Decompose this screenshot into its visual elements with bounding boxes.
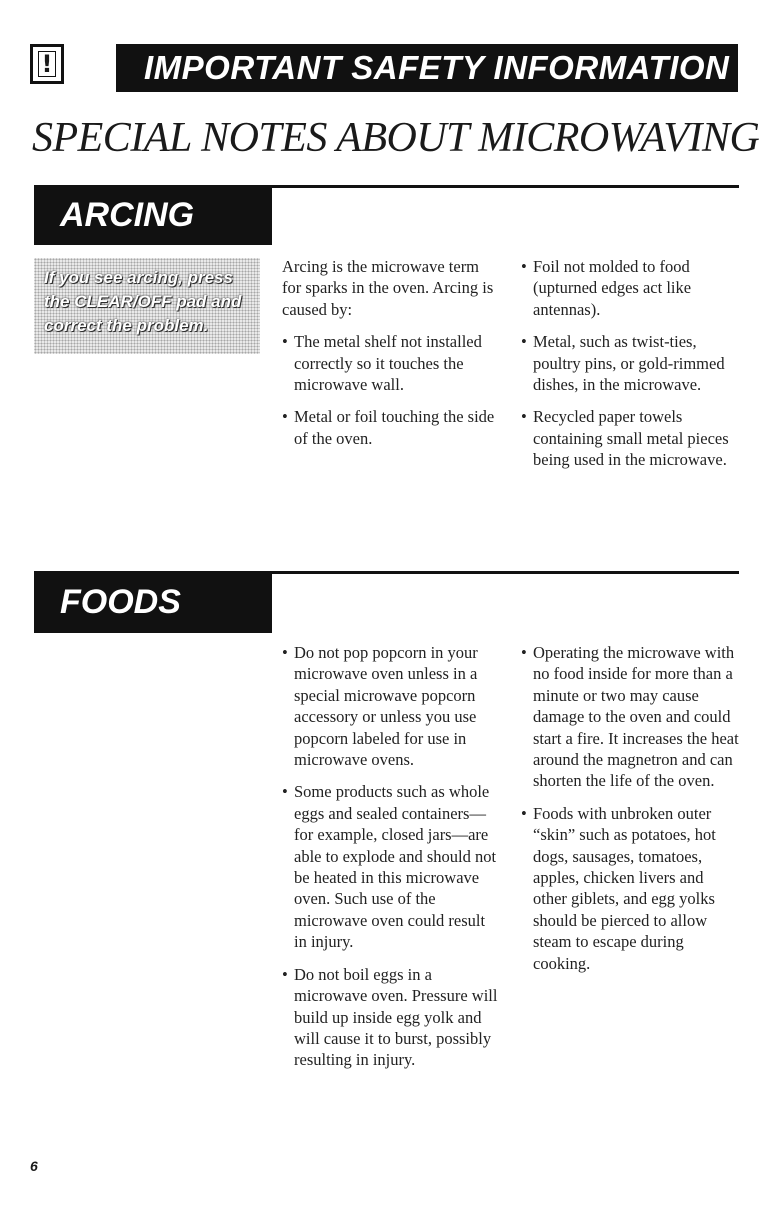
bullet-text: Do not pop popcorn in your microwave oven unless in a special microwave popcorn accessory or unless you use popcorn labeled for use in microwave ovens. <box>294 643 478 770</box>
bullet-icon: • <box>521 803 527 823</box>
bullet-icon: • <box>282 643 288 662</box>
bullet-text: Recycled paper towels containing small metal pieces being used in the microwave. <box>533 407 729 470</box>
foods-bullet <box>282 964 500 1071</box>
bullet-icon: • <box>521 407 527 427</box>
foods-right-column <box>521 642 741 985</box>
page-number: 6 <box>30 1158 38 1174</box>
bullet-icon: • <box>521 332 527 352</box>
bullet-text: Foil not molded to food (upturned edges act like antennas). <box>533 257 692 319</box>
bullet-text: Operating the microwave with no food inside for more than a minute or two may cause damage to the oven and could start a fire. It increases the heat around the magnetron and can shorten the life of the oven. <box>533 643 739 791</box>
foods-heading: FOODS <box>34 571 272 633</box>
bullet-text: Do not boil eggs in a microwave oven. Pressure will build up inside egg yolk and will cause it to burst, possibly resulting in injury. <box>294 964 498 1070</box>
arcing-bullet <box>521 406 739 470</box>
bullet-icon: • <box>521 257 527 276</box>
arcing-left-column <box>282 256 500 460</box>
page-subtitle: SPECIAL NOTES ABOUT MICROWAVING <box>32 115 760 161</box>
foods-bullet <box>282 781 500 952</box>
arcing-heading: ARCING <box>34 185 272 245</box>
arcing-bullet <box>282 331 500 395</box>
arcing-intro: Arcing is the microwave term for sparks in the oven. Arcing is caused by: <box>282 257 494 319</box>
exclamation-glyph: ! <box>41 50 53 78</box>
bullet-icon: • <box>282 782 288 802</box>
arcing-bullet <box>521 256 739 320</box>
foods-bullet <box>282 642 500 770</box>
bullet-text: Some products such as whole eggs and sealed containers—for example, closed jars—are able to explode and should not be heated in this microwave oven. Such use of the microwave oven could result in injury. <box>294 782 497 952</box>
header-title: IMPORTANT SAFETY INFORMATION <box>116 44 738 92</box>
bullet-text: Foods with unbroken outer “skin” such as potatoes, hot dogs, sausages, tomatoes, apples, chicken livers and other giblets, and egg yolks should be pierced to allow steam to escape during cooking. <box>533 803 716 973</box>
bullet-icon: • <box>282 964 288 984</box>
bullet-text: The metal shelf not installed correctly so it touches the microwave wall. <box>294 332 482 395</box>
bullet-text: Metal, such as twist-ties, poultry pins, or gold-rimmed dishes, in the microwave. <box>533 332 725 395</box>
foods-bullet <box>521 642 741 792</box>
foods-left-column <box>282 642 500 1082</box>
bullet-icon: • <box>521 643 527 662</box>
bullet-icon: • <box>282 407 288 427</box>
arcing-bullet <box>282 406 500 449</box>
arcing-right-column <box>521 256 739 482</box>
arcing-callout: If you see arcing, press the CLEAR/OFF pad and correct the problem. <box>34 258 260 354</box>
arcing-bullet <box>521 331 739 395</box>
foods-bullet <box>521 803 741 974</box>
bullet-text: Metal or foil touching the side of the oven. <box>294 407 495 448</box>
bullet-icon: • <box>282 332 288 352</box>
warning-icon <box>30 44 64 84</box>
